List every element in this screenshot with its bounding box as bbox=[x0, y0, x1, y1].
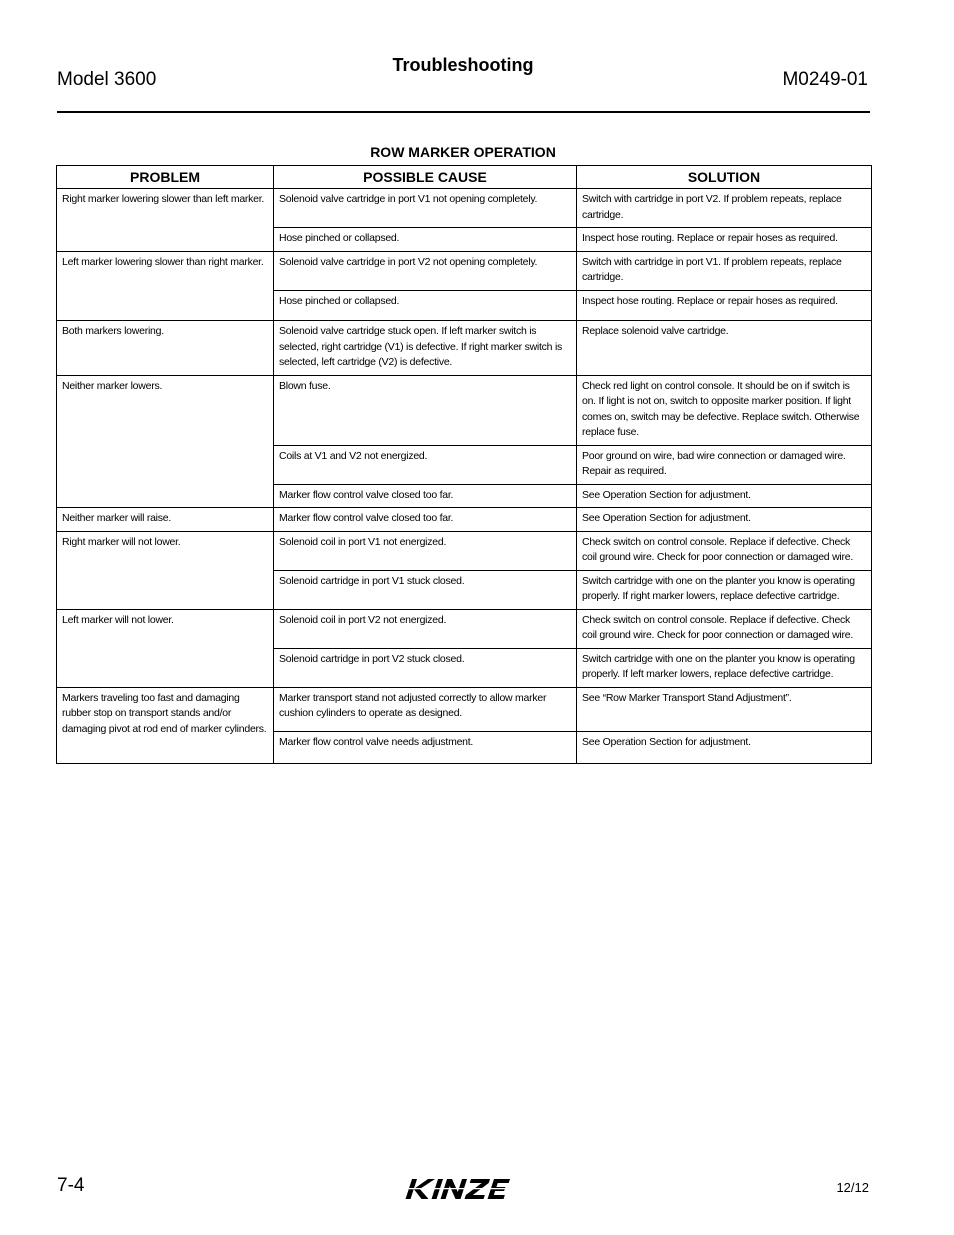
cause-cell: Solenoid coil in port V1 not energized. bbox=[274, 531, 577, 570]
cause-cell: Solenoid valve cartridge in port V2 not opening completely. bbox=[274, 251, 577, 290]
solution-cell: Poor ground on wire, bad wire connection or damaged wire. Repair as required. bbox=[577, 445, 872, 484]
revision-date: 12/12 bbox=[836, 1180, 869, 1195]
cause-cell: Solenoid coil in port V2 not energized. bbox=[274, 609, 577, 648]
document-number: M0249-01 bbox=[782, 69, 868, 90]
cause-cell: Coils at V1 and V2 not energized. bbox=[274, 445, 577, 484]
solution-cell: See Operation Section for adjustment. bbox=[577, 731, 872, 764]
cause-cell: Blown fuse. bbox=[274, 375, 577, 445]
cause-cell: Marker transport stand not adjusted correctly to allow marker cushion cylinders to operate as designed. bbox=[274, 687, 577, 731]
cause-cell: Marker flow control valve closed too far. bbox=[274, 484, 577, 508]
cause-cell: Hose pinched or collapsed. bbox=[274, 228, 577, 252]
table-header-row bbox=[57, 166, 872, 189]
solution-cell: Replace solenoid valve cartridge. bbox=[577, 321, 872, 376]
table-row bbox=[57, 251, 872, 290]
column-header-solution: SOLUTION bbox=[577, 166, 872, 189]
solution-cell: See Operation Section for adjustment. bbox=[577, 508, 872, 532]
solution-cell: Switch with cartridge in port V1. If problem repeats, replace cartridge. bbox=[577, 251, 872, 290]
solution-cell: See “Row Marker Transport Stand Adjustment”. bbox=[577, 687, 872, 731]
column-header-cause: POSSIBLE CAUSE bbox=[274, 166, 577, 189]
problem-cell: Left marker will not lower. bbox=[57, 609, 274, 687]
cause-cell: Hose pinched or collapsed. bbox=[274, 290, 577, 321]
cause-cell: Marker flow control valve closed too far. bbox=[274, 508, 577, 532]
solution-cell: Switch cartridge with one on the planter you know is operating properly. If right marker lowers, replace defective cartridge. bbox=[577, 570, 872, 609]
problem-cell: Left marker lowering slower than right marker. bbox=[57, 251, 274, 321]
table-row bbox=[57, 375, 872, 445]
table-title-text: ROW MARKER OPERATION bbox=[370, 144, 556, 160]
cause-cell: Solenoid valve cartridge in port V1 not opening completely. bbox=[274, 189, 577, 228]
section-title-text: Troubleshooting bbox=[392, 55, 534, 75]
problem-cell: Neither marker lowers. bbox=[57, 375, 274, 508]
cause-cell: Solenoid cartridge in port V1 stuck closed. bbox=[274, 570, 577, 609]
problem-cell: Both markers lowering. bbox=[57, 321, 274, 376]
model-label: Model 3600 bbox=[57, 69, 157, 90]
table-row bbox=[57, 508, 872, 532]
problem-cell: Markers traveling too fast and damaging rubber stop on transport stands and/or damaging pivot at rod end of marker cylinders. bbox=[57, 687, 274, 764]
solution-cell: Inspect hose routing. Replace or repair hoses as required. bbox=[577, 290, 872, 321]
solution-cell: Check red light on control console. It should be on if switch is on. If light is not on, switch to opposite marker position. If light comes on, switch may be defective. Replace switch. Otherwise replace fuse. bbox=[577, 375, 872, 445]
table-row bbox=[57, 321, 872, 376]
problem-cell: Right marker lowering slower than left marker. bbox=[57, 189, 274, 252]
troubleshooting-table bbox=[56, 165, 872, 764]
table-row bbox=[57, 687, 872, 731]
cause-cell: Solenoid valve cartridge stuck open. If left marker switch is selected, right cartridge (V1) is defective. If right marker switch is selected, left cartridge (V2) is defective. bbox=[274, 321, 577, 376]
solution-cell: Switch with cartridge in port V2. If problem repeats, replace cartridge. bbox=[577, 189, 872, 228]
problem-cell: Neither marker will raise. bbox=[57, 508, 274, 532]
table-row bbox=[57, 531, 872, 570]
table-row bbox=[57, 189, 872, 228]
solution-cell: Check switch on control console. Replace if defective. Check coil ground wire. Check for poor connection or damaged wire. bbox=[577, 531, 872, 570]
table-row bbox=[57, 609, 872, 648]
column-header-problem: PROBLEM bbox=[57, 166, 274, 189]
cause-cell: Solenoid cartridge in port V2 stuck closed. bbox=[274, 648, 577, 687]
solution-cell: Check switch on control console. Replace if defective. Check coil ground wire. Check for poor connection or damaged wire. bbox=[577, 609, 872, 648]
header-divider bbox=[57, 111, 870, 113]
page-number: 7-4 bbox=[57, 1175, 85, 1196]
problem-cell: Right marker will not lower. bbox=[57, 531, 274, 609]
kinze-logo bbox=[403, 1176, 523, 1204]
table-title bbox=[0, 144, 954, 160]
cause-cell: Marker flow control valve needs adjustment. bbox=[274, 731, 577, 764]
solution-cell: Switch cartridge with one on the planter you know is operating properly. If left marker lowers, replace defective cartridge. bbox=[577, 648, 872, 687]
solution-cell: Inspect hose routing. Replace or repair hoses as required. bbox=[577, 228, 872, 252]
solution-cell: See Operation Section for adjustment. bbox=[577, 484, 872, 508]
